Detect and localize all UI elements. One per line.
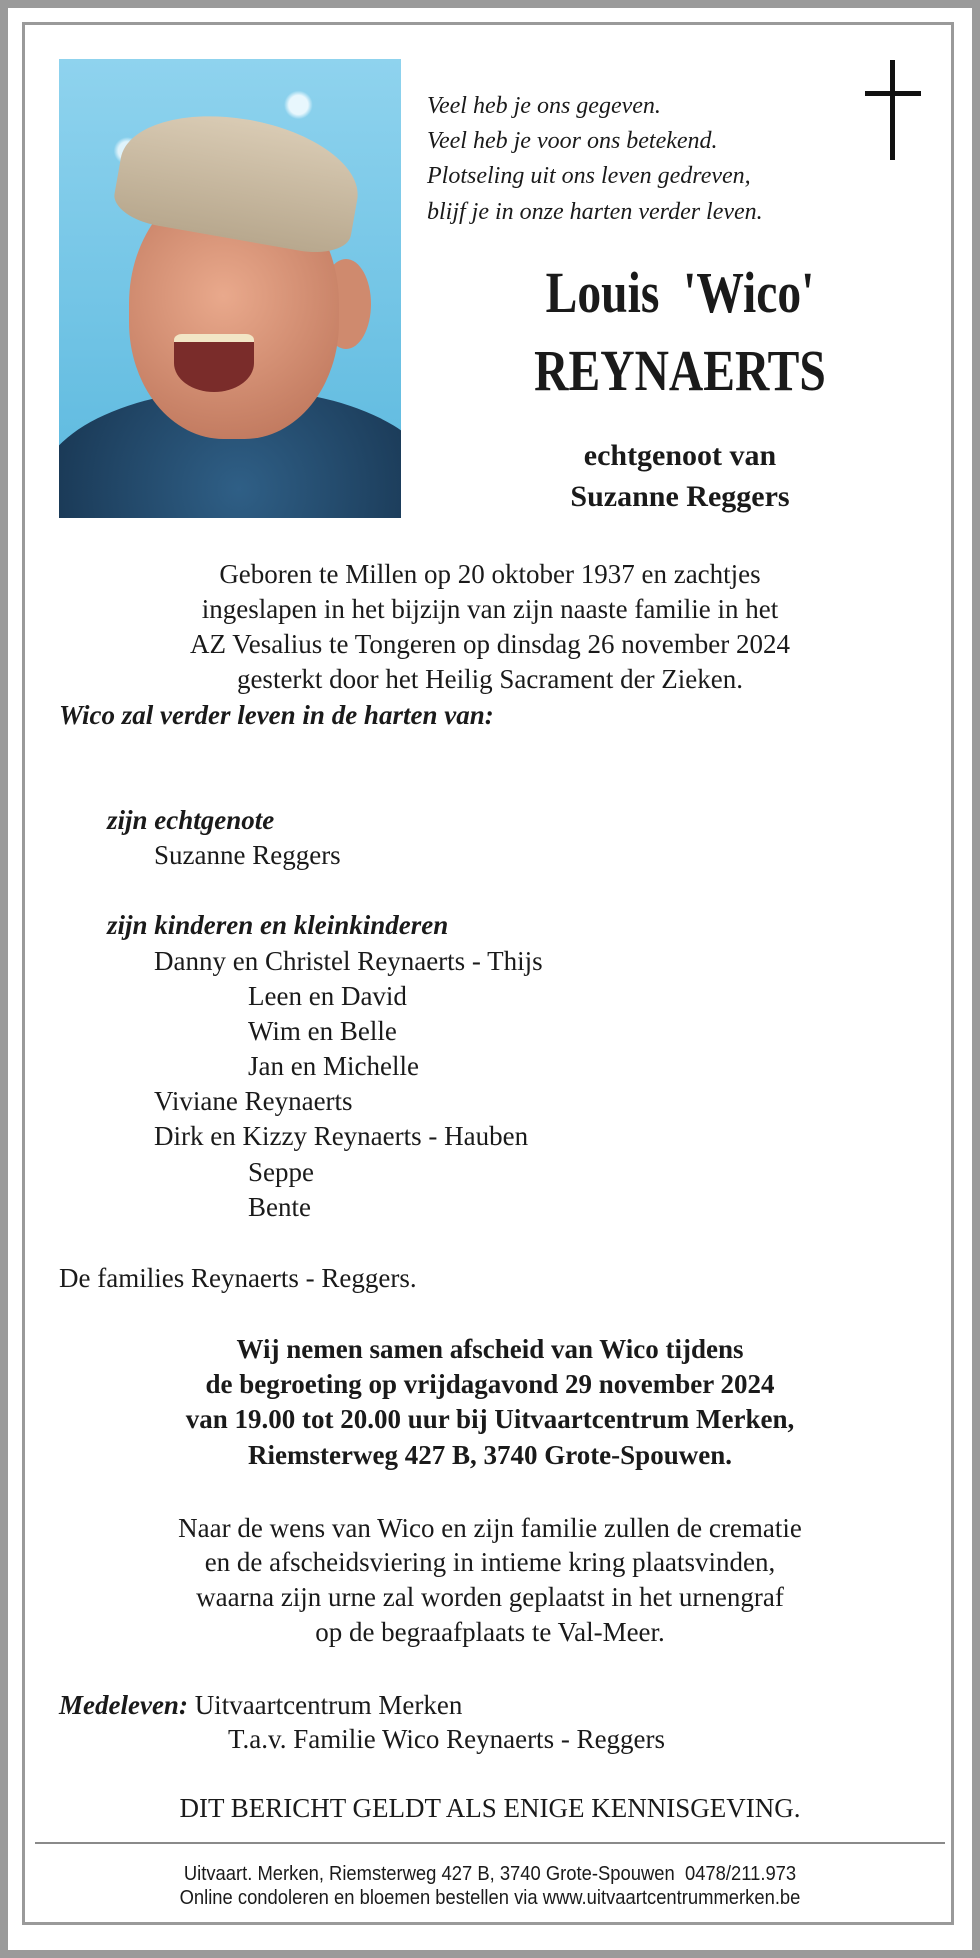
cremation-line: Naar de wens van Wico en zijn familie zullen de crematie (178, 1513, 802, 1543)
footer-divider (35, 1842, 945, 1844)
condolences-label: Medeleven: (59, 1690, 188, 1720)
condolences-line (59, 1688, 462, 1722)
footer-address: Uitvaart. Merken, Riemsterweg 427 B, 3740 Grote-Spouwen 0478/211.973 (183, 1863, 797, 1885)
poem-line: Veel heb je voor ons betekend. (427, 128, 718, 154)
birth-line: gesterkt door het Heilig Sacrament der Zieken. (236, 664, 744, 694)
spouse-label: echtgenoot van (583, 439, 777, 472)
family-line: Leen en David (248, 981, 407, 1011)
farewell-line: Wij nemen samen afscheid van Wico tijdens (236, 1334, 744, 1364)
deceased-last-name: REYNAERTS (534, 338, 826, 403)
families-line: De families Reynaerts - Reggers. (59, 1263, 417, 1293)
family-line: Wim en Belle (248, 1016, 397, 1046)
notice-line: DIT BERICHT GELDT ALS ENIGE KENNISGEVING. (179, 1793, 801, 1823)
condolences-attention: T.a.v. Familie Wico Reynaerts - Reggers (228, 1724, 666, 1754)
birth-line: Geboren te Millen op 20 oktober 1937 en zachtjes (219, 559, 761, 589)
family-line: Viviane Reynaerts (154, 1086, 353, 1116)
farewell-line: van 19.00 tot 20.00 uur bij Uitvaartcentrum Merken, (185, 1404, 795, 1434)
spouse-heading: zijn echtgenote (107, 805, 275, 835)
birth-line: AZ Vesalius te Tongeren op dinsdag 26 november 2024 (189, 629, 790, 659)
portrait-photo (59, 59, 401, 518)
birth-line: ingeslapen in het bijzijn van zijn naaste familie in het (201, 594, 779, 624)
spouse-name: Suzanne Reggers (570, 480, 790, 513)
family-line: Bente (248, 1192, 311, 1222)
family-line: Dirk en Kizzy Reynaerts - Hauben (154, 1121, 529, 1151)
family-line: Danny en Christel Reynaerts - Thijs (154, 946, 543, 976)
children-heading: zijn kinderen en kleinkinderen (107, 910, 449, 940)
family-line: Seppe (248, 1157, 314, 1187)
spouse-entry: Suzanne Reggers (154, 840, 341, 870)
condolences-recipient: Uitvaartcentrum Merken (194, 1690, 463, 1720)
deceased-first-name: Louis 'Wico' (545, 260, 815, 325)
cremation-line: en de afscheidsviering in intieme kring plaatsvinden, (204, 1547, 776, 1577)
cremation-line: op de begraafplaats te Val-Meer. (315, 1617, 665, 1647)
poem-line: blijf je in onze harten verder leven. (427, 199, 763, 225)
cross-icon (865, 60, 921, 160)
poem-line: Plotseling uit ons leven gedreven, (427, 163, 751, 189)
family-line: Jan en Michelle (248, 1051, 419, 1081)
farewell-line: Riemsterweg 427 B, 3740 Grote-Spouwen. (248, 1440, 732, 1470)
farewell-line: de begroeting op vrijdagavond 29 november 2024 (205, 1369, 775, 1399)
poem-line: Veel heb je ons gegeven. (427, 93, 661, 119)
cremation-line: waarna zijn urne zal worden geplaatst in het urnengraf (196, 1582, 784, 1612)
survivors-intro: Wico zal verder leven in de harten van: (59, 700, 494, 730)
footer-website: Online condoleren en bloemen bestellen via www.uitvaartcentrummerken.be (179, 1887, 801, 1909)
